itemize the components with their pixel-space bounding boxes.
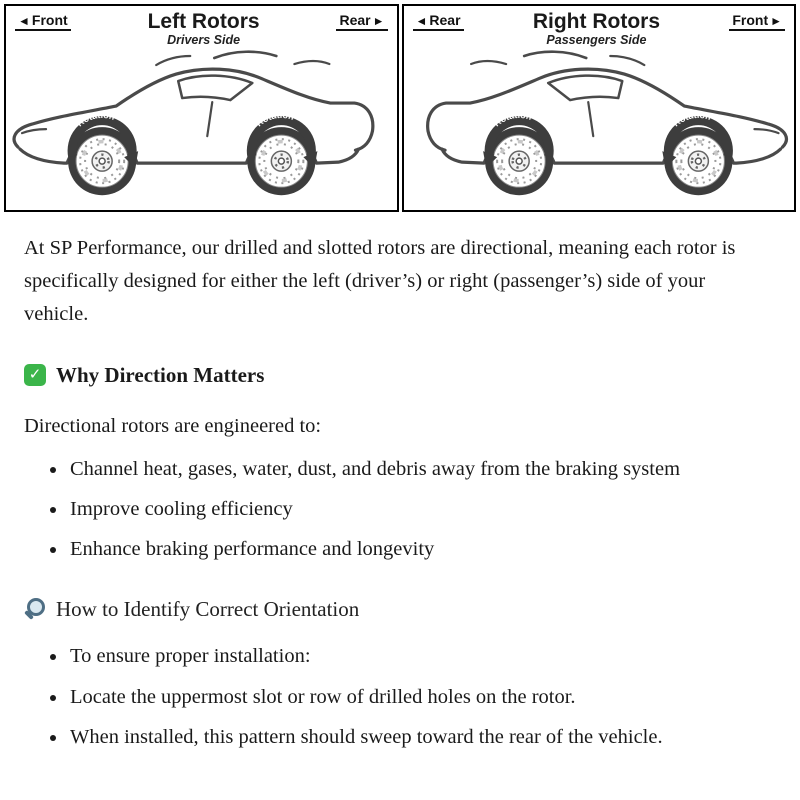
panel-subtitle: Passengers Side — [546, 33, 647, 48]
magnifier-icon — [24, 598, 46, 620]
arrow-right-icon: ► — [372, 13, 385, 28]
orientation-steps-list — [24, 640, 776, 754]
rotor-diagrams — [4, 4, 796, 212]
direction-benefits-list — [24, 453, 776, 567]
panel-subtitle: Drivers Side — [167, 33, 241, 48]
list-item: • Channel heat, gases, water, dust, and debris away from the braking system — [68, 453, 776, 486]
right-panel-titles — [533, 11, 660, 47]
section-heading: Why Direction Matters — [56, 362, 265, 387]
corner-label: Front — [31, 12, 68, 28]
left-car-illustration — [6, 43, 397, 203]
front-direction-label — [15, 13, 71, 31]
rotation-label: Rotation — [74, 109, 117, 129]
list-item: • Locate the uppermost slot or row of drilled holes on the rotor. — [68, 681, 776, 714]
front-direction-label — [729, 13, 785, 31]
arrow-right-icon: ► — [770, 13, 782, 28]
left-panel-titles — [148, 11, 260, 47]
left-panel-header — [6, 6, 397, 47]
rotation-label: Rotation — [670, 109, 712, 129]
panel-title: Left Rotors — [147, 10, 260, 33]
section-heading: How to Identify Correct Orientation — [56, 597, 360, 622]
list-item: • When installed, this pattern should sweep toward the rear of the vehicle. — [68, 721, 776, 754]
arrow-left-icon: ◄ — [415, 13, 428, 28]
check-glyph: ✓ — [28, 365, 42, 384]
corner-label: Rear — [339, 12, 371, 28]
list-item: • To ensure proper installation: — [68, 640, 776, 673]
corner-label: Rear — [429, 12, 461, 28]
right-rotors-panel — [402, 4, 797, 212]
right-car-illustration — [404, 43, 795, 203]
intro-paragraph: At SP Performance, our drilled and slotted rotors are directional, meaning each rotor is specifically designed for either the left (driver’s) or right (passenger’s) side of your vehicle. — [24, 237, 736, 326]
arrow-left-icon: ◄ — [18, 13, 30, 28]
left-rotors-panel — [4, 4, 399, 212]
panel-title: Right Rotors — [532, 10, 661, 33]
list-item: • Enhance braking performance and longevity — [68, 533, 776, 566]
corner-label: Front — [732, 12, 769, 28]
identify-orientation-heading — [24, 592, 776, 626]
rear-direction-label — [413, 13, 464, 31]
why-direction-matters-heading — [24, 358, 776, 392]
rotation-label: Rotation — [491, 109, 533, 129]
article-content — [0, 232, 800, 754]
engineered-to-lead: Directional rotors are engineered to: — [24, 414, 322, 437]
list-item: • Improve cooling efficiency — [68, 493, 776, 526]
rear-direction-label — [336, 13, 387, 31]
green-check-icon — [24, 364, 46, 386]
rotation-label: Rotation — [254, 109, 296, 129]
right-panel-header — [404, 6, 795, 47]
